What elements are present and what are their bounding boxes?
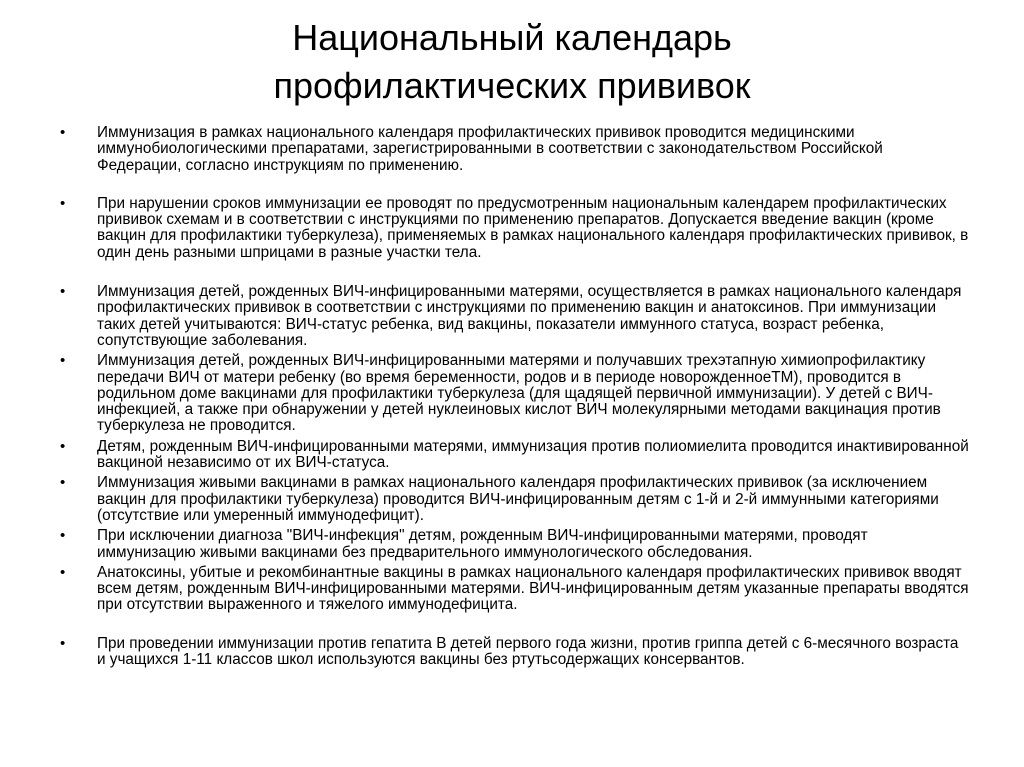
bullet-text: При нарушении сроков иммунизации ее проводят по предусмотренным национальным календарем профилактических прививок схемам и в соответствии с инструкциями по применению препаратов. Допускается введение вакцин (кроме вакцин для профилактики туберкулеза), применяемых в рамках национального календаря профилактических прививок, в один день разными шприцами в разные участки тела. [97,194,969,261]
bullet-item [60,475,970,524]
bullet-marker: • [60,283,66,301]
bullet-marker: • [60,634,66,652]
bullet-item [60,528,970,561]
bullet-text: Иммунизация живыми вакцинами в рамках национального календаря профилактических прививок (за исключением вакцин для профилактики туберкулеза) проводится ВИЧ-инфицированным детям с 1-й и 2-й иммунными категориями (отсутствие или умеренный иммунодефицит). [97,474,939,524]
slide-title-line-1: Национальный календарь [292,17,732,58]
bullet-marker: • [60,474,66,492]
bullet-item [60,284,970,349]
slide-title-line-2: профилактических прививок [273,65,751,106]
bullet-marker: • [60,563,66,581]
bullet-marker: • [60,194,66,212]
bullet-marker: • [60,124,66,141]
bullet-text: При проведении иммунизации против гепатита В детей первого года жизни, против гриппа детей с 6-месячного возраста и учащихся 1-11 классов школ используются вакцины без ртутьсодержащих консервантов. [97,634,959,669]
bullet-item [60,196,970,261]
bullet-text: При исключении диагноза "ВИЧ-инфекция" детям, рожденным ВИЧ-инфицированными матерями, проводят иммунизацию живыми вакцинами без предварительного иммунологического обследования. [97,527,868,561]
bullet-item [60,353,970,434]
bullet-text: Иммунизация в рамках национального календаря профилактических прививок проводится медицинскими иммунобиологическими препаратами, зарегистрированными в соответствии с законодательством Российской Федерации, согласно инструкциям по применению. [97,124,883,174]
bullet-marker: • [60,352,66,370]
bullet-marker: • [60,437,66,455]
bullet-text: Анатоксины, убитые и рекомбинантные вакцины в рамках национального календаря профилактических прививок вводят всем детям, рожденным ВИЧ-инфицированными матерями. ВИЧ-инфицированным детям указанные препараты вводятся при отсутствии выраженного и тяжелого иммунодефицита. [97,563,969,614]
bullet-item [60,439,970,472]
bullet-item [60,636,970,669]
bullet-text: Детям, рожденным ВИЧ-инфицированными матерями, иммунизация против полиомиелита проводится инактивированной вакциной независимо от их ВИЧ-статуса. [97,437,969,472]
bullet-text: Иммунизация детей, рожденных ВИЧ-инфицированными матерями и получавших трехэтапную химиопрофилактику передачи ВИЧ от матери ребенку (во время беременности, родов и в периоде новорожденноеТМ), проводится в родильном доме вакцинами для профилактики туберкулеза (для щадящей первичной иммунизации). У детей с ВИЧ-инфекцией, а также при обнаружении у детей нуклеиновых кислот ВИЧ молекулярными методами вакцинация против туберкулеза не проводится. [97,352,941,435]
bullet-item [60,565,970,614]
slide-title [0,14,1024,110]
bullet-text: Иммунизация детей, рожденных ВИЧ-инфицированными матерями, осуществляется в рамках национального календаря профилактических прививок в соответствии с инструкциями по применению вакцин и анатоксинов. При иммунизации таких детей учитываются: ВИЧ-статус ребенка, вид вакцины, показатели иммунного статуса, возраст ребенка, сопутствующие заболевания. [97,283,962,349]
bullet-item [60,125,970,174]
bullet-marker: • [60,527,66,545]
bullet-list [60,125,970,668]
